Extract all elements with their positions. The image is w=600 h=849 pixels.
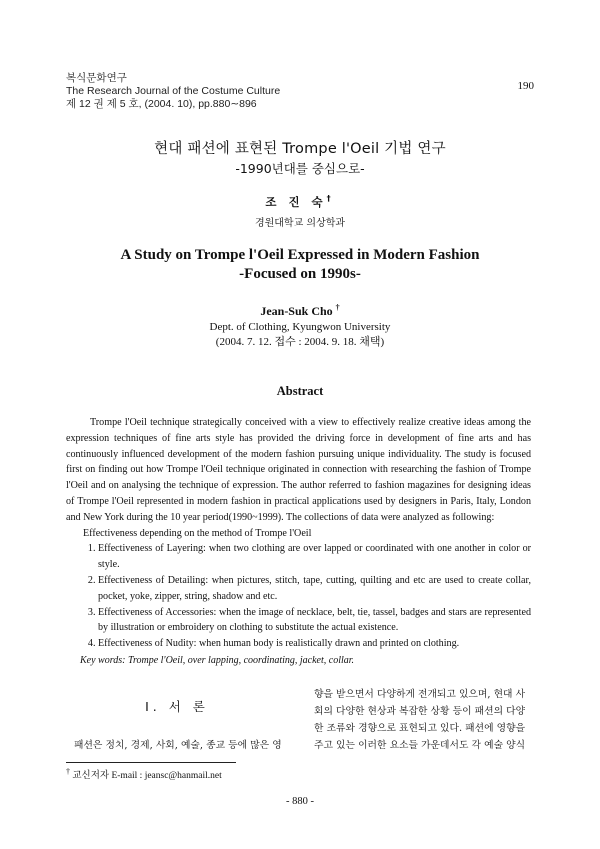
keywords: Key words: Trompe l'Oeil, over lapping, coordinating, jacket, collar.	[80, 655, 355, 666]
english-author	[0, 303, 600, 319]
footnote-dagger: †	[66, 767, 70, 776]
list-item: 1. Effectiveness of Layering: when two clothing are over lapped or coordinated with one another in color or style.	[98, 541, 531, 573]
journal-name-en: The Research Journal of the Costume Culture	[66, 85, 281, 97]
korean-affiliation: 경원대학교 의상학과	[254, 218, 346, 229]
effectiveness-heading: Effectiveness depending on the method of Trompe l'Oeil	[83, 527, 312, 539]
journal-info	[66, 72, 280, 111]
effectiveness-list	[66, 541, 531, 652]
received-accepted-dates: (2004. 7. 12. 접수 : 2004. 9. 18. 채택)	[215, 336, 385, 348]
abstract-heading: Abstract	[276, 384, 324, 398]
english-title	[0, 246, 600, 284]
right-column-line: 향을 받으면서 다양하게 전개되고 있으며, 현대 사	[314, 689, 526, 700]
footnote	[66, 767, 222, 781]
author-dagger: †	[326, 194, 335, 204]
right-column-text	[314, 686, 532, 754]
english-affiliation: Dept. of Clothing, Kyungwon University	[209, 321, 391, 333]
list-item: 4. Effectiveness of Nudity: when human body is realistically drawn and printed on clothing.	[98, 636, 531, 652]
korean-author	[0, 194, 600, 210]
english-author-name: Jean-Suk Cho	[260, 304, 333, 318]
left-column-text: 패션은 정치, 경제, 사회, 예술, 종교 등에 많은 영	[74, 740, 282, 751]
right-column-line: 주고 있는 이러한 요소들 가운데서도 각 예술 양식	[314, 740, 526, 751]
korean-subtitle: -1990년대를 중심으로-	[235, 161, 365, 176]
footnote-divider	[66, 762, 236, 763]
english-author-dagger: †	[335, 303, 340, 312]
english-title-line2: -Focused on 1990s-	[239, 266, 361, 282]
journal-volume: 제 12 권 제 5 호, (2004. 10), pp.880∼896	[66, 98, 257, 110]
page-number-top: 190	[517, 80, 534, 92]
right-column-line: 한 조류와 경향으로 표현되고 있다. 패션에 영향을	[314, 723, 526, 734]
english-affiliation-block	[0, 320, 600, 350]
english-title-line1: A Study on Trompe l'Oeil Expressed in Modern Fashion	[120, 247, 480, 263]
footnote-text: 교신저자 E-mail : jeansc@hanmail.net	[72, 771, 222, 782]
list-item: 3. Effectiveness of Accessories: when the image of necklace, belt, tie, tassel, badges and stars are represented by illustration or embroidery on clothing to substitute the actual existence.	[98, 605, 531, 637]
list-item: 2. Effectiveness of Detailing: when pictures, stitch, tape, cutting, quilting and etc are used to create collar, pocket, yoke, zipper, string, shadow and etc.	[98, 573, 531, 605]
page-number-bottom: - 880 -	[286, 796, 314, 807]
abstract-paragraph: Trompe l'Oeil technique strategically conceived with a view to effectively realize creative ideas among the expression techniques of fine arts style has provided the driving force in development of fine arts and has continuously influenced development of the modern fashion pursuing unique individuality. The study is focused first on finding out how Trompe l'Oeil technique originated in connection with researching the fashion of Trompe l'Oeil and on analysing the technique of expression. The author referred to fashion magazines for designing ideas of Trompe l'Oeil represented in modern fashion in practical applications used by designers in Paris, Italy, London and New York during the 10 year period(1990~1999). The collections of data were analyzed as following:	[66, 417, 531, 523]
section-title: Ⅰ. 서 론	[145, 699, 209, 714]
journal-name-kr: 복식문화연구	[66, 72, 127, 84]
korean-title: 현대 패션에 표현된 Trompe l'Oeil 기법 연구	[154, 141, 446, 157]
korean-author-name: 조 진 숙	[265, 195, 327, 209]
right-column-line: 회의 다양한 현상과 복잡한 상황 등이 패션의 다양	[314, 706, 526, 717]
abstract-body	[66, 415, 531, 652]
